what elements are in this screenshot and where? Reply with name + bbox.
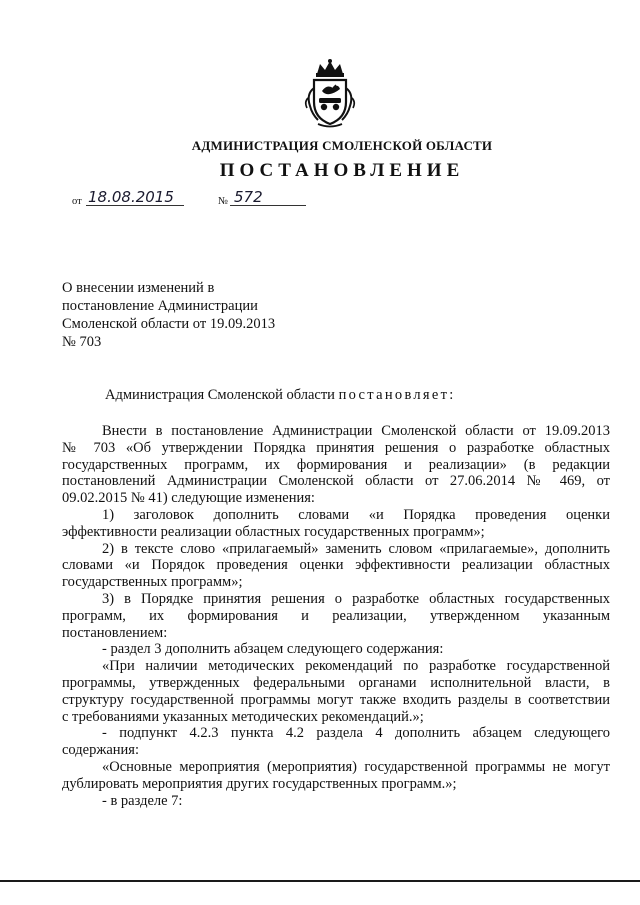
body-line: программ, их формирования и реализации, утвержденном указанным (62, 607, 610, 624)
body-line: - раздел 3 дополнить абзацем следующего содержания: (102, 641, 444, 658)
body-line: 1) заголовок дополнить словами «и Порядка проведения оценки (102, 506, 610, 523)
preamble-verb: постановляет: (338, 387, 456, 403)
body-line: «Основные мероприятия (мероприятия) государственной программы не могут (102, 758, 610, 775)
body-line: государственных программ»; (62, 574, 243, 591)
document-body (62, 423, 610, 809)
handwritten-number: 572 (234, 188, 263, 206)
body-line: Внести в постановление Администрации Смоленской области от 19.09.2013 (102, 423, 610, 439)
body-line: с требованиями указанных методических рекомендаций.»; (62, 708, 424, 725)
document-type-title: ПОСТАНОВЛЕНИЕ (219, 160, 465, 181)
body-line: эффективности реализации областных государственных программ»; (62, 523, 485, 540)
preamble-text: Администрация Смоленской области (105, 387, 335, 403)
body-line: № 703 «Об утверждении Порядка принятия решения о разработке областных (62, 439, 610, 456)
document-subject (62, 279, 322, 351)
subject-line: О внесении изменений в (62, 280, 215, 296)
body-line: «При наличии методических рекомендаций по разработке государственной (102, 658, 610, 675)
preamble (105, 387, 456, 404)
body-line: государственных программ, их формирования и реализации» (в редакции (62, 456, 610, 473)
body-line: структуру государственной программы могут также входить разделы в соответствии (62, 691, 610, 708)
handwritten-date: 18.08.2015 (88, 188, 174, 206)
bottom-border (0, 880, 640, 882)
coat-of-arms-icon (300, 58, 360, 130)
body-line: программы, утвержденных федеральными органами исполнительной власти, в (62, 674, 610, 691)
body-line: 2) в тексте слово «прилагаемый» заменить словом «прилагаемые», дополнить (102, 540, 610, 557)
subject-line: Смоленской области от 19.09.2013 (62, 316, 276, 332)
body-line: содержания: (62, 742, 140, 759)
body-line: - в разделе 7: (102, 792, 183, 809)
subject-line: № 703 (62, 334, 102, 350)
subject-line: постановление Администрации (62, 298, 258, 314)
number-label: № (218, 196, 229, 207)
date-label: от (72, 196, 82, 207)
body-line: постановлением: (62, 624, 168, 641)
body-line: дублировать мероприятия других государственных программ.»; (62, 775, 457, 792)
body-line: - подпункт 4.2.3 пункта 4.2 раздела 4 дополнить абзацем следующего (102, 725, 610, 742)
document-reference-line (72, 190, 332, 210)
organization-name: АДМИНИСТРАЦИЯ СМОЛЕНСКОЙ ОБЛАСТИ (191, 138, 493, 153)
body-line: словами «и Порядок проведения оценки эффективности реализации областных (62, 557, 610, 574)
body-line: постановлений Администрации Смоленской области от 27.06.2014 № 469, от (62, 473, 610, 490)
body-line: 09.02.2015 № 41) следующие изменения: (62, 490, 315, 507)
body-line: 3) в Порядке принятия решения о разработке областных государственных (102, 590, 610, 607)
